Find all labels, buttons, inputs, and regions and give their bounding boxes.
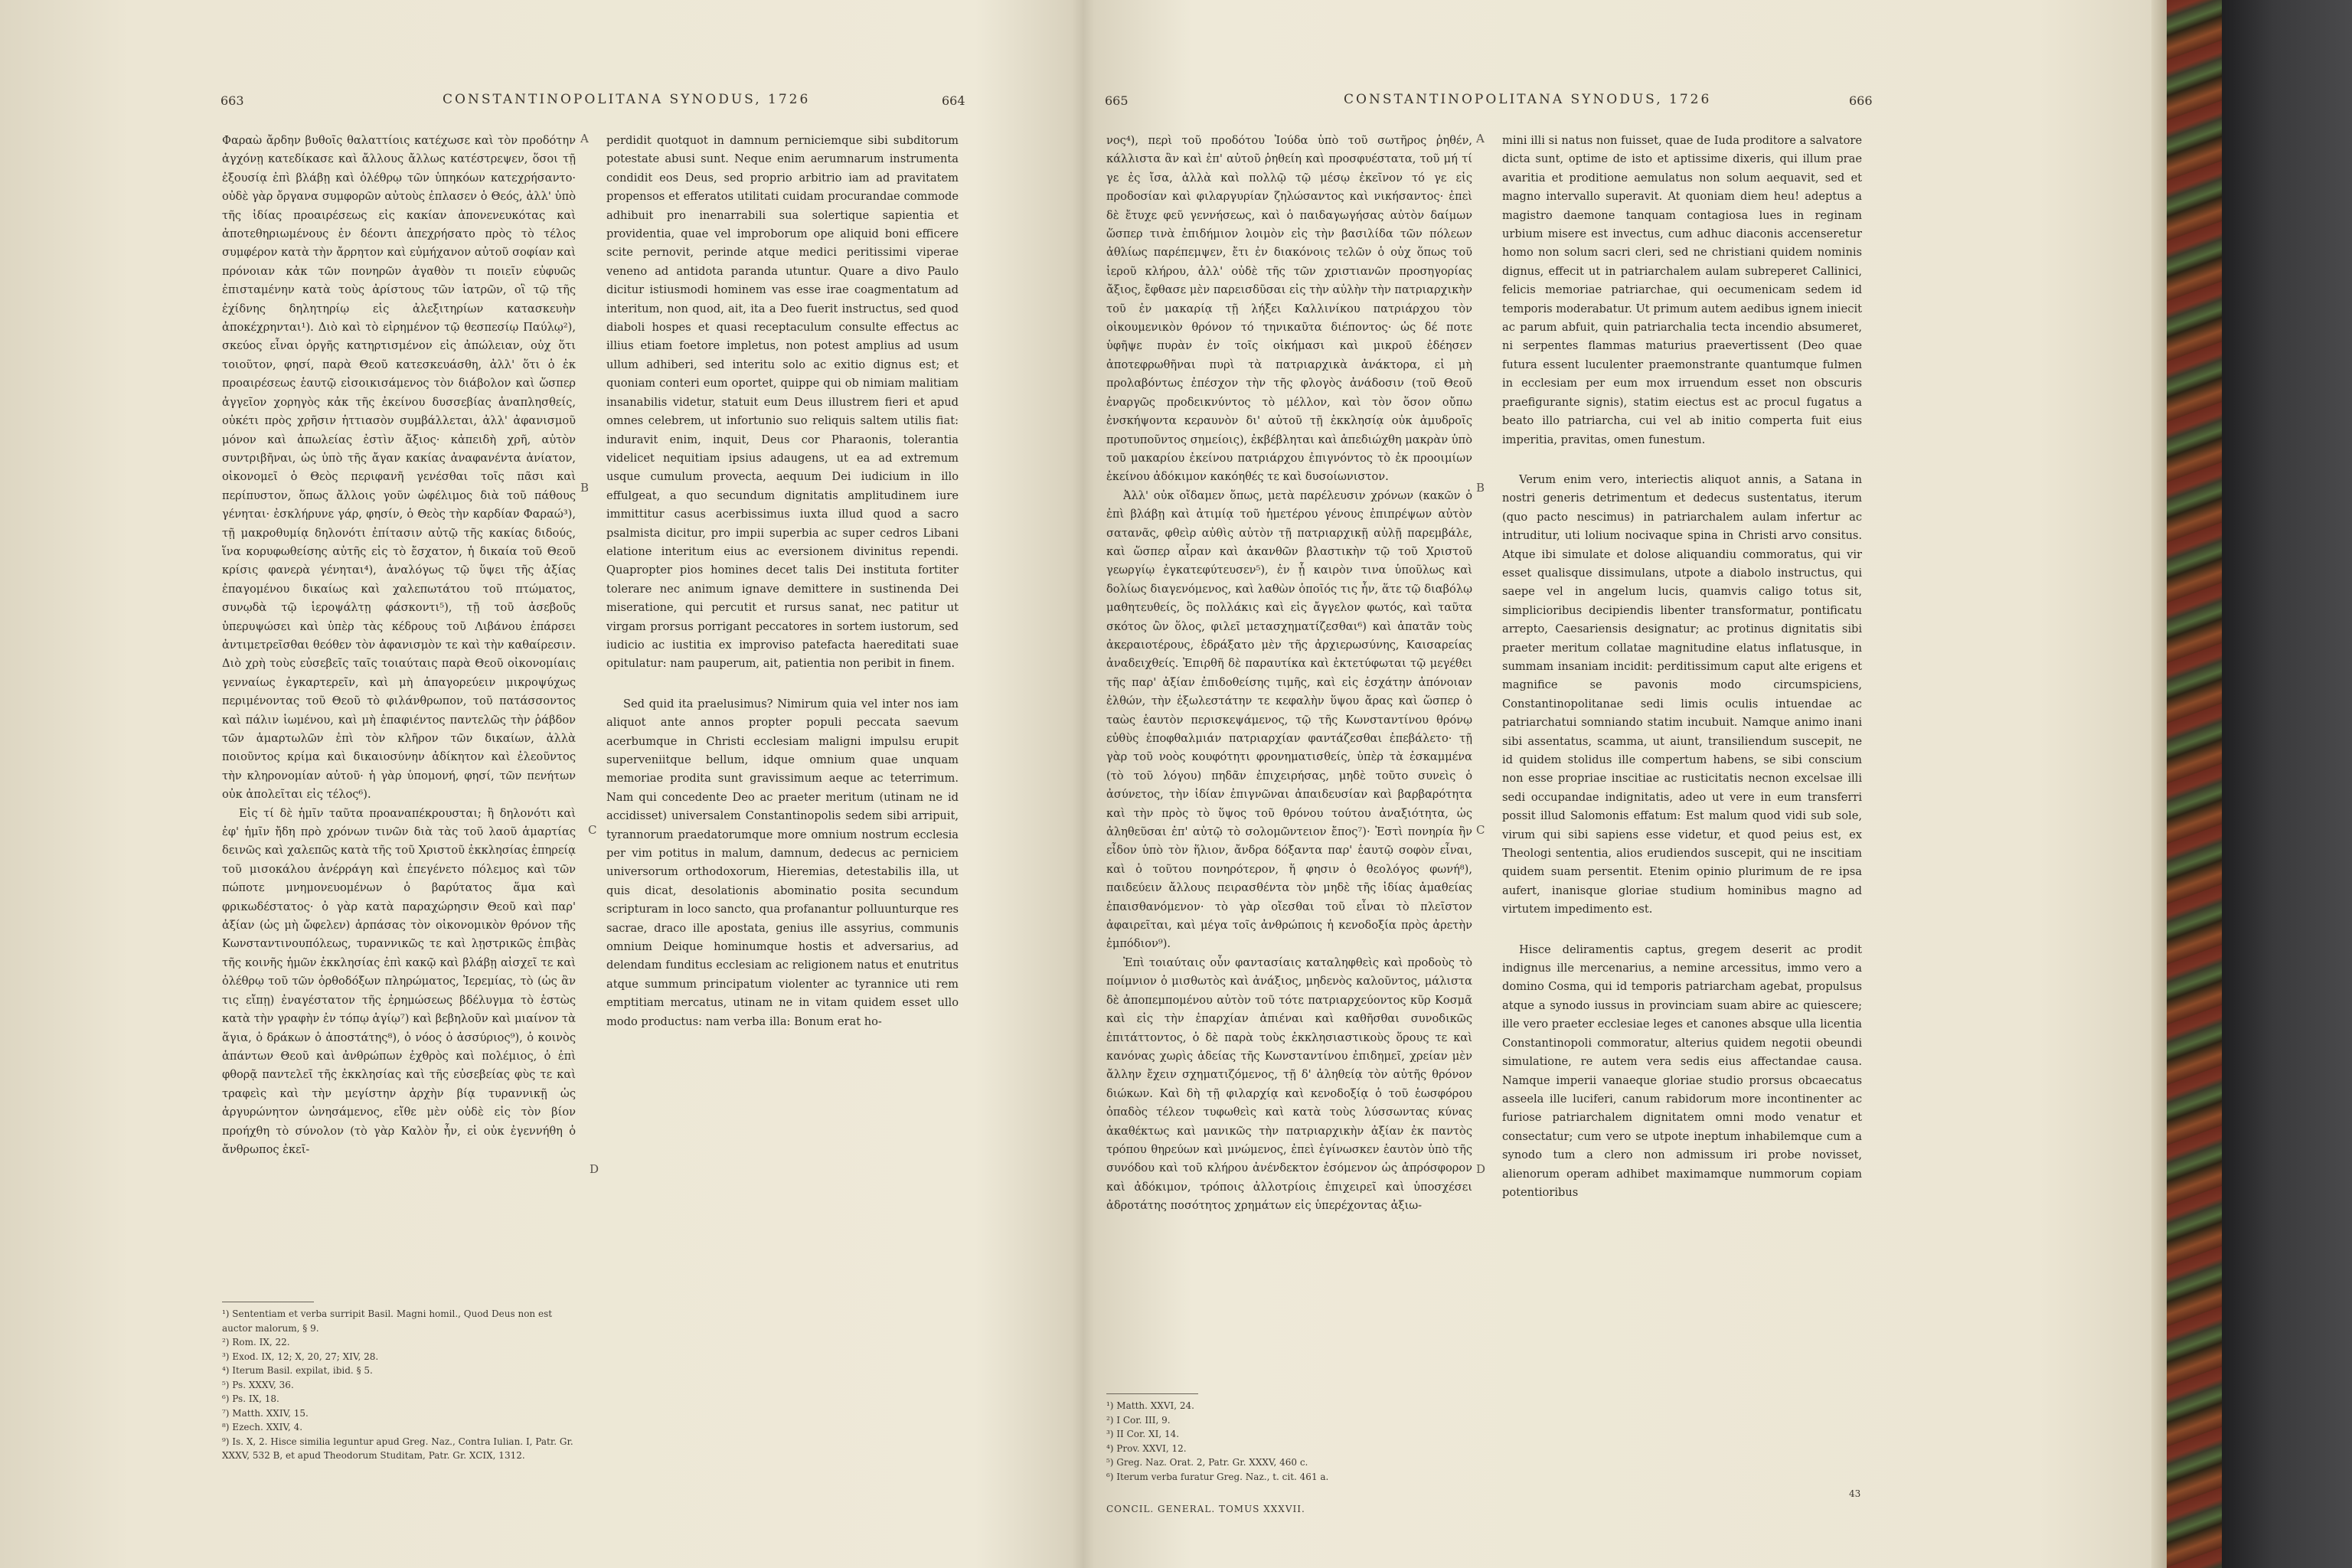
background-shadow [2222, 0, 2352, 1568]
greek-paragraph-1: νος⁴), περὶ τοῦ προδότου Ἰούδα ὑπὸ τοῦ σωτῆρος ῥηθέν, κάλλιστα ἂν καὶ ἐπ' αὐτοῦ ῥηθείη καὶ προσφυέστατα, τοῦ μή τί γε ἐς ἴσα, ἀλλὰ καὶ πολλῷ τῷ μέσῳ ἐκεῖνον τό γε εἰς προδοσίαν καὶ φιλαργυρίαν ζηλώσαντος καὶ νικήσαντος· ἐπεὶ δὲ ἔτυχε φεῦ γεννήσεως, καὶ ὁ παιδαγωγήσας αὐτὸν δαίμων ὥσπερ τινὰ ἐπιδήμιον λοιμὸν εἰς τὴν βασιλίδα τῶν πόλεων ἀθλίως παρέπεμψεν, ἔτι ἐν διακόνοις τελῶν ὁ οὐχ ὅπως τοῦ ἱεροῦ κλήρου, ἀλλ' οὐδὲ τῆς τῶν χριστιανῶν προσηγορίας ἄξιος, ἔφθασε μὲν παρεισδῦσαι εἰς τὴν αὐλὴν τὴν πατριαρχικὴν τοῦ ἐν μακαρίᾳ τῇ λήξει Καλλινίκου πατριάρχου τὸν οἰκουμενικὸν θρόνον τό τηνικαῦτα διέποντος· ὡς δέ ποτε ὑφῆψε πυρὰν ἐν τοῖς οἰκήμασι καὶ μικροῦ ἐδέησεν ἀποτεφρωθῆναι πυρὶ τὰ πατριαρχικὰ ἀνάκτορα, εἰ μὴ προλαβόντως ἐπέσχον τὴν τῆς φλογὸς ἀνάδοσιν (τοῦ Θεοῦ ἐναργῶς προδεικνύντος τὸ μέλλον, καὶ τὸν ὅσον οὔπω ἐνσκήψοντα κεραυνὸν δι' αὐτοῦ τῇ ἐκκλησίᾳ οὐκ ἀμυδροῖς προτυποῦντος σημείοις), ἐκβέβληται καὶ ἀπεδιώχθη μακρὰν ὑπὸ τοῦ μακαρίου ἐκείνου πατριάρχου ἐπιγνόντος τὸ ἐκ προοιμίων ἐκείνου ἀδόκιμον κακόηθές τε καὶ δυσοίωνιστον. [1106, 134, 1472, 484]
margin-letter-d: D [1476, 1162, 1486, 1176]
footnote: ⁶) Iterum verba furatur Greg. Naz., t. cit. 461 a. [1106, 1471, 1329, 1482]
footnote: ⁷) Matth. XXIV, 15. [222, 1407, 309, 1419]
footnote: ⁸) Ezech. XXIV, 4. [222, 1422, 303, 1432]
greek-paragraph-2: Ἀλλ' οὐκ οἴδαμεν ὅπως, μετὰ παρέλευσιν χρόνων (κακῶν ὁ ἐπὶ βλάβῃ καὶ ἀτιμίᾳ τοῦ ἡμετέρου γένους ἐπιπρέψων αὐτὸν σατανᾶς, φθεὶρ αὐθὶς αὐτὸν τῇ πατριαρχικῇ αὐλῇ παρεμβάλε, καὶ ὥσπερ αἶραν καὶ ἀκανθῶν βλαστικὴν τῷ τοῦ Χριστοῦ γεωργίῳ ἐγκατεφύτευσεν⁵), ἐν ᾗ καιρὸν τινα ὑποῦλως καὶ δολίως διαγενόμενος, καὶ λαθὼν ὁποῖός τις ἦν, ἅτε τῷ διαβόλῳ μαθητευθείς, ὃς πολλάκις καὶ εἰς ἄγγελον φωτός, καὶ ταῦτα σκότος ὢν ὅλος, φιλεῖ μετασχηματίζεσθαι⁶) καὶ ἀπατᾶν τοὺς ἀκεραιοτέρους, ἐδράξατο μὲν τῆς ἀρχιερωσύνης, Καισαρείας ἀναδειχθείς. Ἐπιρθῆ δὲ παραυτίκα καὶ ἐκτετύφωται τῷ μεγέθει τῆς παρ' ἀξίαν ἐπιδοθείσης τιμῆς, καὶ εἰς ἐσχάτην ἀπόνοιαν ἐλθών, τὴν ἐξωλεστάτην τε κεφαλὴν ὕψου ἄρας καὶ ὥσπερ ὁ ταὼς ἑαυτὸν περισκεψάμενος, τῷ τῆς Κωνσταντίνου θρόνῳ εὐθὺς ἐποφθαλμιάν πατριαρχίαν φαντάζεσθαι ἐπεβάλετο· τῇ γὰρ τοῦ νοὸς κουφότητι φρονηματισθείς, ὑπὲρ τὰ ἐσκαμμένα (τὸ τοῦ λόγου) πηδᾶν ἐπιχειρήσας, μηδὲ τοῦτο συνεὶς ὁ ἀσύνετος, τὴν ἰδίαν ἐπιγνῶναι ἀπαιδευσίαν καὶ βαρβαρότητα καὶ τὴν πρὸς τὸ ὕψος τοῦ θρόνου τούτου ἀναξιότητα, ὡς ἀληθεῦσαι ἐπ' αὐτῷ τὸ σολομῶντειον ἔπος⁷)· Ἐστὶ πονηρία ἣν εἶδον ὑπὸ τὸν ἥλιον, ἄνδρα δόξαντα παρ' ἑαυτῷ σοφὸν εἶναι, καὶ ὁ τοῦτου πονηρότερον, ἥ φησιν ὁ θεολόγος φωνή⁸), παιδεύειν ἄλλους πειρασθέντα τὸν μηδὲ τῆς ἰδίας ἀμαθείας ἐπαισθανόμενον· τὸ γὰρ οἴεσθαι τοῦ εἶναι τὸ πλεῖστον ἀφαιρεῖται, καὶ μέγα τοῖς ἀνθρώποις ἡ κενοδοξία πρὸς ἀρετὴν ἐμπόδιον⁹). [1106, 488, 1472, 951]
margin-letter-d: D [590, 1162, 599, 1176]
margin-letter-b: B [1476, 481, 1485, 495]
running-head-right [1083, 90, 2151, 113]
footnote: ⁴) Prov. XXVI, 12. [1106, 1442, 1187, 1454]
footnote: ³) Exod. IX, 12; X, 20, 27; XIV, 28. [222, 1351, 379, 1362]
margin-letter-a: A [580, 132, 589, 145]
margin-letter-a: A [1476, 132, 1485, 145]
footnote: ²) I Cor. III, 9. [1106, 1414, 1171, 1426]
greek-paragraph-2: Εἰς τί δὲ ἡμῖν ταῦτα προαναπέκρουσται; ἢ δηλονότι καὶ ἐφ' ἡμῖν ἤδη πρὸ χρόνων τινῶν διὰ τὰς τοῦ λαοῦ ἁμαρτίας δεινῶς καὶ χαλεπῶς κατὰ τῆς τοῦ Χριστοῦ ἐκκλησίας ἐπηρείᾳ τοῦ μισοκάλου ἀνέρράγη καὶ ἐπεγένετο πόλεμος καὶ τῶν πώποτε μνημονευομένων ὁ βαρύτατος ἅμα καὶ φρικωδέστατος· ὁ γὰρ κατὰ παραχώρησιν Θεοῦ καὶ παρ' ἀξίαν (ὡς μὴ ὤφελεν) ἁρπάσας τὸν οἰκονομικὸν θρόνον τῆς Κωνσταντινουπόλεως, τυραννικῶς τε καὶ λῃστρικῶς ἐπιβὰς τῆς κοινῆς ἡμῶν ἐκκλησίας ἐπὶ κακῷ καὶ βλάβῃ αἰσχεῖ τε καὶ ὀλέθρῳ τοῦ τῶν ὀρθοδόξων πληρώματος, Ἱερεμίας, τὸ (ὡς ἂν τις εἴπῃ) ἐναγέστατον τῆς ἐρημώσεως βδέλυγμα τὸ ἑστὼς κατὰ τὴν γραφὴν ἐν τόπῳ ἁγίῳ⁷) καὶ βεβηλοῦν καὶ μιαίνον τὰ ἅγια, ὁ δράκων ὁ ἀποστάτης⁸), ὁ νόος ὁ ἀσσύριος⁹), ὁ κοινὸς ἁπάντων Θεοῦ καὶ ἀνθρώπων ἐχθρὸς καὶ πολέμιος, ὁ ἐπὶ φθορᾷ παντελεῖ τῆς ἐκκλησίας καὶ τῆς εὐσεβείας φὺς τε καὶ τραφεὶς καὶ τὴν μεγίστην ἀρχὴν βίᾳ τυραννικῇ ὡς ἀργυρώνητον ὠνησάμενος, εἴθε μὲν οὐδὲ εἰς τὸν βίον προήχθη τὸ σύνολον (τὸ γὰρ Καλὸν ἦν, εἰ οὐκ ἐγεννήθη ὁ ἄνθρωπος ἐκεῖ- [222, 806, 576, 1156]
footnote-rule [1106, 1393, 1198, 1394]
footnote: ⁵) Greg. Naz. Orat. 2, Patr. Gr. XXXV, 460 c. [1106, 1457, 1308, 1468]
running-head-left [0, 90, 1068, 113]
footnotes-left [222, 1302, 582, 1463]
latin-column-left [606, 132, 959, 1272]
greek-column-left [222, 132, 576, 1272]
footnote: ¹) Sententiam et verba surripit Basil. Magni homil., Quod Deus non est auctor malorum, § 9. [222, 1308, 553, 1334]
margin-letter-c: C [588, 823, 597, 837]
page-number-666: 666 [1849, 93, 1873, 108]
greek-paragraph-3: Ἐπὶ τοιαύταις οὖν φαντασίαις καταληφθεὶς καὶ προδοὺς τὸ ποίμνιον ὁ μισθωτὸς καὶ ἀνάξιος, μηδενὸς καλοῦντος, μάλιστα δὲ ἀποπεμπομένου αὐτὸν τοῦ τότε πατριαρχεύοντος κῦρ Κοσμᾶ καὶ εἰς τὴν ἐπαρχίαν ἀπιέναι καὶ καθῆσθαι συνοδικῶς ἐπιτάττοντος, ὁ δὲ παρὰ τοὺς ἐκκλησιαστικοὺς ὅρους τε καὶ κανόνας χωρὶς ἀδείας τῆς Κωνσταντίνου ἐπιδημεῖ, χρείαν μὲν ἄλλην ἔχειν σχηματιζόμενος, τῇ δ' ἀληθείᾳ τὸν αὐτῆς θρόνον διώκων. Καὶ δὴ τῇ φιλαρχίᾳ καὶ κενοδοξίᾳ ὁ τοῦ ἑωσφόρου ὀπαδὸς τέλεον τυφωθεὶς καὶ κατὰ τοὺς λύσσωντας κύνας ἀκαθέκτως καὶ μανικῶς τὴν πατριαρχικὴν ἀξίαν ἐκ παντὸς τρόπου θηρεύων καὶ μνώμενος, ἐπεὶ ἐγίνωσκεν ἑαυτὸν ὑπὸ τῆς συνόδου καὶ τοῦ κλήρου ἀνένδεκτον ἐσόμενον ὡς ἀπρόσφορον καὶ ἀδόκιμον, τρόποις ἀλλοτρίοις ἐπιχειρεῖ καὶ ὑποσχέσει ἀδροτάτης ποσότητος χρημάτων εἰς ὑπερέχοντας ἀξιω- [1106, 956, 1472, 1213]
latin-column-right [1502, 132, 1862, 1272]
footnote: ⁹) Is. X, 2. Hisce similia leguntur apud Greg. Naz., Contra Iulian. I, Patr. Gr. XXXV, 532 B, et apud Theodorum Studitam, Patr. Gr. XCIX, 1312. [222, 1436, 573, 1461]
greek-paragraph-1: Φαραὼ ἄρδην βυθοῖς θαλαττίοις κατέχωσε καὶ τὸν προδότην ἀγχόνῃ κατεδίκασε καὶ ἄλλους ἄλλως κατέστρεψεν, ὅσοι τῇ ἐξουσίᾳ ἐπὶ βλάβῃ καὶ ὀλέθρῳ τῶν ὑπηκόων κατεχρήσαντο· οὐδὲ γὰρ ὄργανα συμφορῶν αὐτοὺς ἐπλασεν ὁ Θεός, ἀλλ' ὑπὸ τῆς ἰδίας προαιρέσεως εἰς κακίαν ἀπονενευκότας καὶ ἀποτεθηριωμένους ἐν δέοντι ἀπεχρήσατο πρὸς τὸ τέλος συμφέρον κατὰ τὴν ἄρρητον καὶ εὐμήχανον αὐτοῦ σοφίαν καὶ πρόνοιαν κἀκ τῶν πονηρῶν ἀγαθὸν τι ποιεῖν εὐφυῶς ἐπισταμένην κατὰ τοὺς ἀρίστους τῶν ἰατρῶν, οἳ τῷ τῆς ἐχίδνης δηλητηρίῳ εἰς ἀλεξιτηρίων κατασκευὴν ἀποκέχρηνται¹). Διὸ καὶ τὸ εἰρημένον τῷ θεσπεσίῳ Παύλῳ²), σκεύος εἶναι ὀργῆς κατηρτισμένον εἰς ἀπώλειαν, οὐχ ὅτι τοιοῦτον, φησί, παρὰ Θεοῦ κατεσκευάσθη, ἀλλ' ὅτι ὁ ἐκ προαιρέσεως ἑαυτῷ εἰσοικισάμενος τὸν διάβολον καὶ ὥσπερ ἀγγεῖον χορηγὸς κἀκ τῆς ἐκείνου δυσσεβίας ἀναπλησθείς, οὐκέτι πρὸς χρῆσιν ἡττιασὸν συμβάλλεται, ἀλλ' ἀφανισμοῦ μόνον καὶ ἀπωλείας ἐστὶν ἄξιος· κἀπειδὴ χρῆ, αὐτὸν συντριβῆναι, ὡς ὑπὸ τῆς ἄγαν κακίας ἀναφανέντα ἀνίατον, οἰκονομεῖ ὁ Θεὸς περιφανῆ γενέσθαι τοῖς πᾶσι καὶ περίπυστον, ὅπως ἄλλοις γοῦν ὠφέλιμος διὰ τοῦ πάθους γένηται· ἐσκλήρυνε γάρ, φησίν, ὁ Θεὸς τὴν καρδίαν Φαραώ³), τῇ μακροθυμίᾳ δηλονότι ἐπίτασιν αὐτῷ τῆς κακίας διδούς, ἵνα κορυφωθείσης αὐτῆς εἰς τὸ ἔσχατον, ἡ δικαία τοῦ Θεοῦ κρίσις φανερὰ γένηται⁴), ἀναλόγως τῷ ὕψει τῆς ἀξίας ἐπαγομένου δικαίως καὶ χαλεπωτάτου τοῦ πτώματος, συνῳδὰ τῷ ἱεροψάλτῃ φάσκοντι⁵), τῇ τοῦ ἀσεβοῦς ὑπερυψώσει καὶ ὑπὲρ τὰς κέδρους τοῦ Λιβάνου ἐπάρσει ἀντιμετρεῖσθαι θεόθεν τὸν ἀφανισμὸν τε καὶ τὴν καθαίρεσιν. Διὸ χρὴ τοὺς εὐσεβεῖς ταῖς τοιαύταις παρὰ Θεοῦ οἰκονομίαις γενναίως ἐγκαρτερεῖν, καὶ μὴ ἀπαγορεύειν μικροψύχως περιμένοντας τοῦ Θεοῦ τὸ φιλάνθρωπον, τοῦ πατάσσοντος καὶ πάλιν ἰωμένου, καὶ μὴ ἐπαφιέντος παντελῶς τὴν ῥάβδον τῶν ἁμαρτωλῶν ἐπὶ τὸν κλῆρον τῶν δικαίων, ἀλλὰ ποιοῦντος κρίμα καὶ δικαιοσύνην ἀδίκητον καὶ ἐλεοῦντος τὴν κληρονομίαν αὐτοῦ· ἡ γὰρ ὑπομονή, φησί, τῶν πενήτων οὐκ ἀπολεῖται εἰς τέλος⁶). [222, 134, 576, 802]
greek-column-right [1106, 132, 1472, 1272]
page-number-665: 665 [1105, 93, 1129, 108]
page-number-664: 664 [942, 93, 965, 108]
book-spine [2167, 0, 2222, 1568]
margin-letter-b: B [580, 481, 590, 495]
latin-paragraph-2: Verum enim vero, interiectis aliquot annis, a Satana in nostri generis detrimentum et dedecus sustentatus, iterum (quo pacto nescimus) in patriarchalem aulam infertur ac intruditur, uti lolium nocivaque spina in Christi arvo consitus. Atque ibi simulate et dolose aliquandiu commoratus, qui vir esset qualisque dissimulans, utpote a diabolo instructus, qui saepe vel in angelum lucis, quamvis caligo totus sit, simplicioribus decipiendis libenter transformatur, pontificatu arrepto, Caesariensis designatur; ac protinus dignitatis sibi praeter meritum collatae magnitudine elatus inflatusque, in summam insaniam incidit: perditissimum caput alte erigens et magnifice se pavonis modo circumspiciens, Constantinopolitanae sedi limis oculis intuendae ac patriarchatui somniando statim incubuit. Namque animo inani sibi assentatus, scamma, ut aiunt, transiliendum suscepit, ne id quidem stolidus ille compertum habens, se sibi conscium non esse propriae inscitiae ac rusticitatis necnon excelsae illi sedi occupandae indignitatis, adeo ut vere in eum transferri possit illud Salomonis effatum: Est malum quod vidi sub sole, virum qui sibi sapiens esse videtur, et quod peius est, ex Theologi sententia, alios erudiendos suscepit, qui ne inscitiam quidem suam persentit. Etenim opinio plurimum de re ipsa aufert, inanisque gloriae studium hominibus magno ad virtutem impedimento est. [1502, 472, 1862, 916]
footnote: ³) II Cor. XI, 14. [1106, 1429, 1180, 1439]
running-title: CONSTANTINOPOLITANA SYNODUS, 1726 [1344, 92, 1712, 107]
footnote: ⁵) Ps. XXXV, 36. [222, 1379, 294, 1390]
footnote: ⁶) Ps. IX, 18. [222, 1393, 279, 1404]
footnote: ¹) Matth. XXVI, 24. [1106, 1400, 1194, 1411]
latin-paragraph-3: Hisce deliramentis captus, gregem deserit ac prodit indignus ille mercenarius, a nemine arcessitus, immo vero a domino Cosma, qui id temporis patriarcham agebat, propulsus atque a synodo iussus in provinciam suam abire ac quiescere; ille vero praeter ecclesiae leges et canones absque ulla licentia Constantinopoli commoratur, alterius quidem negotii obeundi simulatione, re autem vera sedis eius affectandae causa. Namque imperii vanaeque gloriae studio prorsus obcaecatus asseela ille luciferi, canum rabidorum more incontinenter ac furiose patriarchalem dignitatem omni modo venatur et consectatur; cum vero se utpote ineptum inhabilemque cum a synodo tum a clero non admissum iri probe novisset, alienorum operam adhibet maximamque nummorum copiam potentioribus [1502, 942, 1862, 1199]
page-number-663: 663 [220, 93, 244, 108]
margin-letter-c: C [1476, 823, 1485, 837]
running-title: CONSTANTINOPOLITANA SYNODUS, 1726 [443, 92, 811, 107]
latin-paragraph-2: Sed quid ita praelusimus? Nimirum quia vel inter nos iam aliquot ante annos propter populi peccata saevum acerbumque in Christi ecclesiam maligni impulsu erupit superveniitque bellum, idque omnium quae unquam memoriae prodita sunt gravissimum aeque ac teterrimum. Nam qui concedente Deo ac praeter meritum (utinam ne id accidisset) universalem Constantinopolis sedem sibi arripuit, tyrannorum praedatorumque more omnium nostrum ecclesia per vim potitus in malum, damnum, dedecus ac perniciem universorum orthodoxorum, Hieremias, detestabilis illa, ut quis dicat, desolationis abominatio posita secundum scripturam in loco sancto, qua profanantur polluunturque res sacrae, draco ille apostata, genius ille assyrius, communis omnium Deique hominumque hostis et adversarius, ad delendam funditus ecclesiam ac religionem natus et enutritus atque summum principatum violenter ac tyrannice uti rem emptitiam mercatus, utinam ne in vitam quidem esset ullo modo productus: nam verba illa: Bonum erat ho- [606, 697, 959, 1028]
volume-signature: CONCIL. GENERAL. TOMUS XXXVII. [1106, 1504, 1305, 1514]
page-edges [2151, 0, 2167, 1568]
sheet-number: 43 [1849, 1488, 1861, 1499]
right-page [1083, 0, 2151, 1568]
latin-paragraph-1: perdidit quotquot in damnum perniciemque sibi subditorum potestate abusi sunt. Neque enim aerumnarum instrumenta condidit eos Deus, sed proprio arbitrio iam ad pravitatem propensos et efferatos utilitati cuidam procurandae commode adhibuit pro inenarrabili sua solertique sapientia et providentia, quae vel improborum ope aliquid boni efficere scite pernovit, perinde atque medici peritissimi viperae veneno ad antidota paranda utuntur. Quare a divo Paulo dicitur istiusmodi hominem vas esse irae coagmentatum ad interitum, non quod, ait, ita a Deo fuerit instructus, sed quod diaboli hospes et quasi receptaculum consulte effectus ac illius etiam foetore impletus, non potest amplius ad usum ullum adhiberi, sed interitu solo ac exitio dignus est; et quoniam conteri eum oportet, quippe qui ob nimiam malitiam insanabilis videtur, statuit eum Deus illustrem fieri et apud omnes celebrem, ut infortunio suo reliquis saltem utilis fiat: induravit enim, inquit, Deus cor Pharaonis, tolerantia videlicet nequitiam ipsius adaugens, ut ea ad extremum usque cumulum provecta, aequum Dei iudicium in illo effulgeat, a quo secundum dignitatis amplitudinem iure immittitur casus acerbissimus iuxta illud quod a sacro psalmista dicitur, pro impii superbia ac super cedros Libani elatione interitum eius ac eversionem divinitus rependi. Quapropter pios homines decet talis Dei instituta fortiter tolerare nec animum ignave demittere in sustinenda Dei miseratione, qui percutit et rursus sanat, nec patitur ut virgam prorsus porrigant peccatores in sortem iustorum, sed iudicio ac iustitia ex improviso patefacta haereditati suae opitulatur: nam pauperum, ait, patientia non peribit in finem. [606, 134, 959, 671]
footnote: ²) Rom. IX, 22. [222, 1337, 290, 1348]
footnotes-right [1106, 1393, 1474, 1484]
footnote: ⁴) Iterum Basil. expilat, ibid. § 5. [222, 1365, 373, 1376]
left-page [0, 0, 1068, 1568]
latin-paragraph-1: mini illi si natus non fuisset, quae de Iuda proditore a salvatore dicta sunt, optime de isto et aptissime dixeris, qui illum prae avaritia et proditione aemulatus non solum aequavit, sed et magno intervallo superavit. At quoniam diem heu! adeptus a magistro daemone tanquam contagiosa lues in reginam urbium misere est invectus, cum adhuc diaconis accenseretur homo non solum sacri cleri, sed ne christiani quidem nominis dignus, effecit ut in patriarchalem aulam subreperet Callinici, felicis memoriae patriarchae, qui oecumenicam sedem id temporis moderabatur. Ut primum autem aedibus ignem iniecit ac parum abfuit, quin patriarchalia tecta incendio absumeret, ni serpentes flammas maturius praevertissent (Deo quae futura essent luculenter praemonstrante quantumque fulmen in ecclesiam per eum mox irruendum esset non obscuris praefigurante signis), statim eiectus est ac procul fugatus a beato illo patriarcha, cui vel ab initio comperta fuit eius imperitia, pravitas, omen funestum. [1502, 134, 1862, 446]
